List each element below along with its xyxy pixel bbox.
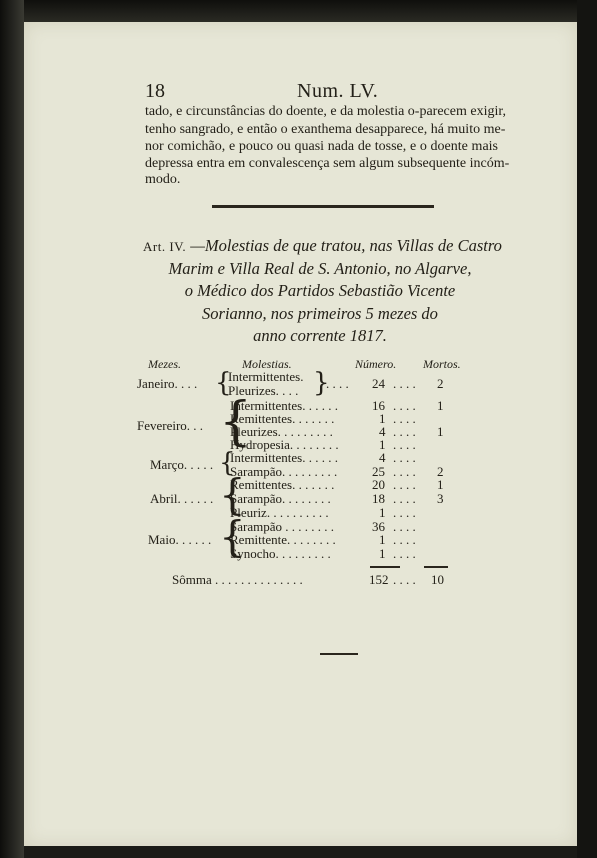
- number-cell: 1: [379, 532, 386, 547]
- article-dash: —: [190, 236, 205, 255]
- column-header-disease: Molestias.: [242, 357, 292, 371]
- number-cell: 4: [379, 450, 386, 465]
- scan-top-edge: [0, 0, 597, 22]
- right-brace: }: [313, 368, 330, 398]
- column-header-month: Mezes.: [148, 357, 181, 371]
- paragraph-line: depressa entra em convalescença sem algum subsequente incóm-: [145, 156, 510, 171]
- leader-dots: . . . .: [393, 398, 416, 413]
- leader-dots: . . . .: [393, 411, 416, 426]
- left-brace: {: [219, 512, 246, 561]
- leader-dots: . . . .: [393, 437, 416, 452]
- article-title-line: Sorianno, nos primeiros 5 mezes do: [202, 304, 438, 323]
- disease-name: Intermittentes. . . . . .: [230, 450, 338, 465]
- article-title-line: Molestias de que tratou, nas Villas de Castro: [204, 236, 502, 255]
- end-rule: [320, 653, 358, 655]
- number-cell: 25: [372, 464, 385, 479]
- running-head: Num. LV.: [297, 80, 379, 102]
- column-header-number: Número.: [355, 357, 397, 371]
- leader-dots: . . . .: [393, 491, 416, 506]
- leader-dots: . . . .: [393, 505, 416, 520]
- disease-name: Sarampão. . . . . . . .: [230, 491, 331, 506]
- leader-dots: . . . .: [393, 477, 416, 492]
- page-number: 18: [145, 80, 165, 102]
- left-brace: {: [219, 448, 236, 478]
- disease-name: Remittentes. . . . . . .: [230, 477, 335, 492]
- disease-name: Pleuriz. . . . . . . . . .: [230, 505, 329, 520]
- left-brace: {: [219, 470, 246, 519]
- month-label: Fevereiro. . .: [137, 418, 204, 433]
- number-cell: 20: [372, 477, 385, 492]
- disease-name: Intermittentes. . . . . .: [230, 398, 338, 413]
- number-cell: 1: [379, 505, 386, 520]
- disease-name: Synocho. . . . . . . . .: [230, 546, 331, 561]
- sum-rule: [424, 566, 448, 568]
- section-rule: [212, 205, 434, 208]
- number-cell: 1: [379, 546, 386, 561]
- deaths-cell: 2: [437, 464, 444, 479]
- disease-name: Hydropesia. . . . . . . .: [230, 437, 339, 452]
- article-label: Art. IV.: [143, 239, 187, 254]
- leader-dots: . . . .: [326, 376, 349, 391]
- scan-right-edge: [577, 0, 597, 858]
- article-title-line: Marim e Villa Real de S. Antonio, no Algarve,: [168, 259, 472, 278]
- number-cell: 16: [372, 398, 385, 413]
- disease-name: Remittentes. . . . . . .: [230, 411, 335, 426]
- number-cell: 36: [372, 519, 385, 534]
- leader-dots: . . . .: [393, 464, 416, 479]
- month-label: Maio. . . . . .: [148, 532, 212, 547]
- sum-rule: [370, 566, 400, 568]
- article-title-line: o Médico dos Partidos Sebastião Vicente: [184, 281, 456, 300]
- deaths-cell: 3: [437, 491, 444, 506]
- total-label: Sômma . . . . . . . . . . . . . .: [172, 572, 303, 587]
- article-title-line: anno corrente 1817.: [253, 326, 387, 345]
- leader-dots: . . . .: [393, 376, 416, 391]
- deaths-cell: 1: [437, 477, 444, 492]
- disease-name: Pleurizes. . . . . . . . .: [230, 424, 333, 439]
- paragraph-line: nor comichão, e pouco ou quasi nada de tosse, e o doente mais: [145, 139, 498, 154]
- disease-name: Sarampão . . . . . . . .: [230, 519, 334, 534]
- number-cell: 4: [379, 424, 386, 439]
- disease-name: Remittente. . . . . . . .: [230, 532, 336, 547]
- leader-dots: . . . .: [393, 519, 416, 534]
- disease-name: Sarampão. . . . . . . . .: [230, 464, 338, 479]
- leader-dots: . . . .: [393, 450, 416, 465]
- number-cell: 1: [379, 437, 386, 452]
- number-cell: 24: [372, 376, 385, 391]
- total-number: 152: [369, 572, 389, 587]
- number-cell: 18: [372, 491, 385, 506]
- leader-dots: . . . .: [393, 572, 416, 587]
- column-header-deaths: Mortos.: [423, 357, 461, 371]
- month-label: Janeiro. . . .: [137, 376, 198, 391]
- total-deaths: 10: [431, 572, 444, 587]
- article-heading: [143, 236, 502, 256]
- leader-dots: . . . .: [393, 532, 416, 547]
- paragraph-line: modo.: [145, 172, 181, 187]
- disease-name: Pleurizes. . . .: [228, 383, 299, 398]
- leader-dots: . . . .: [393, 424, 416, 439]
- deaths-cell: 1: [437, 398, 444, 413]
- left-brace: {: [219, 392, 253, 452]
- deaths-cell: 2: [437, 376, 444, 391]
- paragraph-line: tenho sangrado, e então o exanthema desapparece, há muito me-: [145, 122, 506, 137]
- paragraph-line: tado, e circunstâncias do doente, e da molestia o-parecem exigir,: [145, 104, 506, 119]
- number-cell: 1: [379, 411, 386, 426]
- deaths-cell: 1: [437, 424, 444, 439]
- leader-dots: . . . .: [393, 546, 416, 561]
- scan-left-edge: [0, 0, 24, 858]
- left-brace: {: [215, 368, 232, 398]
- month-label: Março. . . . .: [150, 457, 214, 472]
- month-label: Abril. . . . . .: [150, 491, 214, 506]
- disease-name: Intermittentes.: [228, 369, 304, 384]
